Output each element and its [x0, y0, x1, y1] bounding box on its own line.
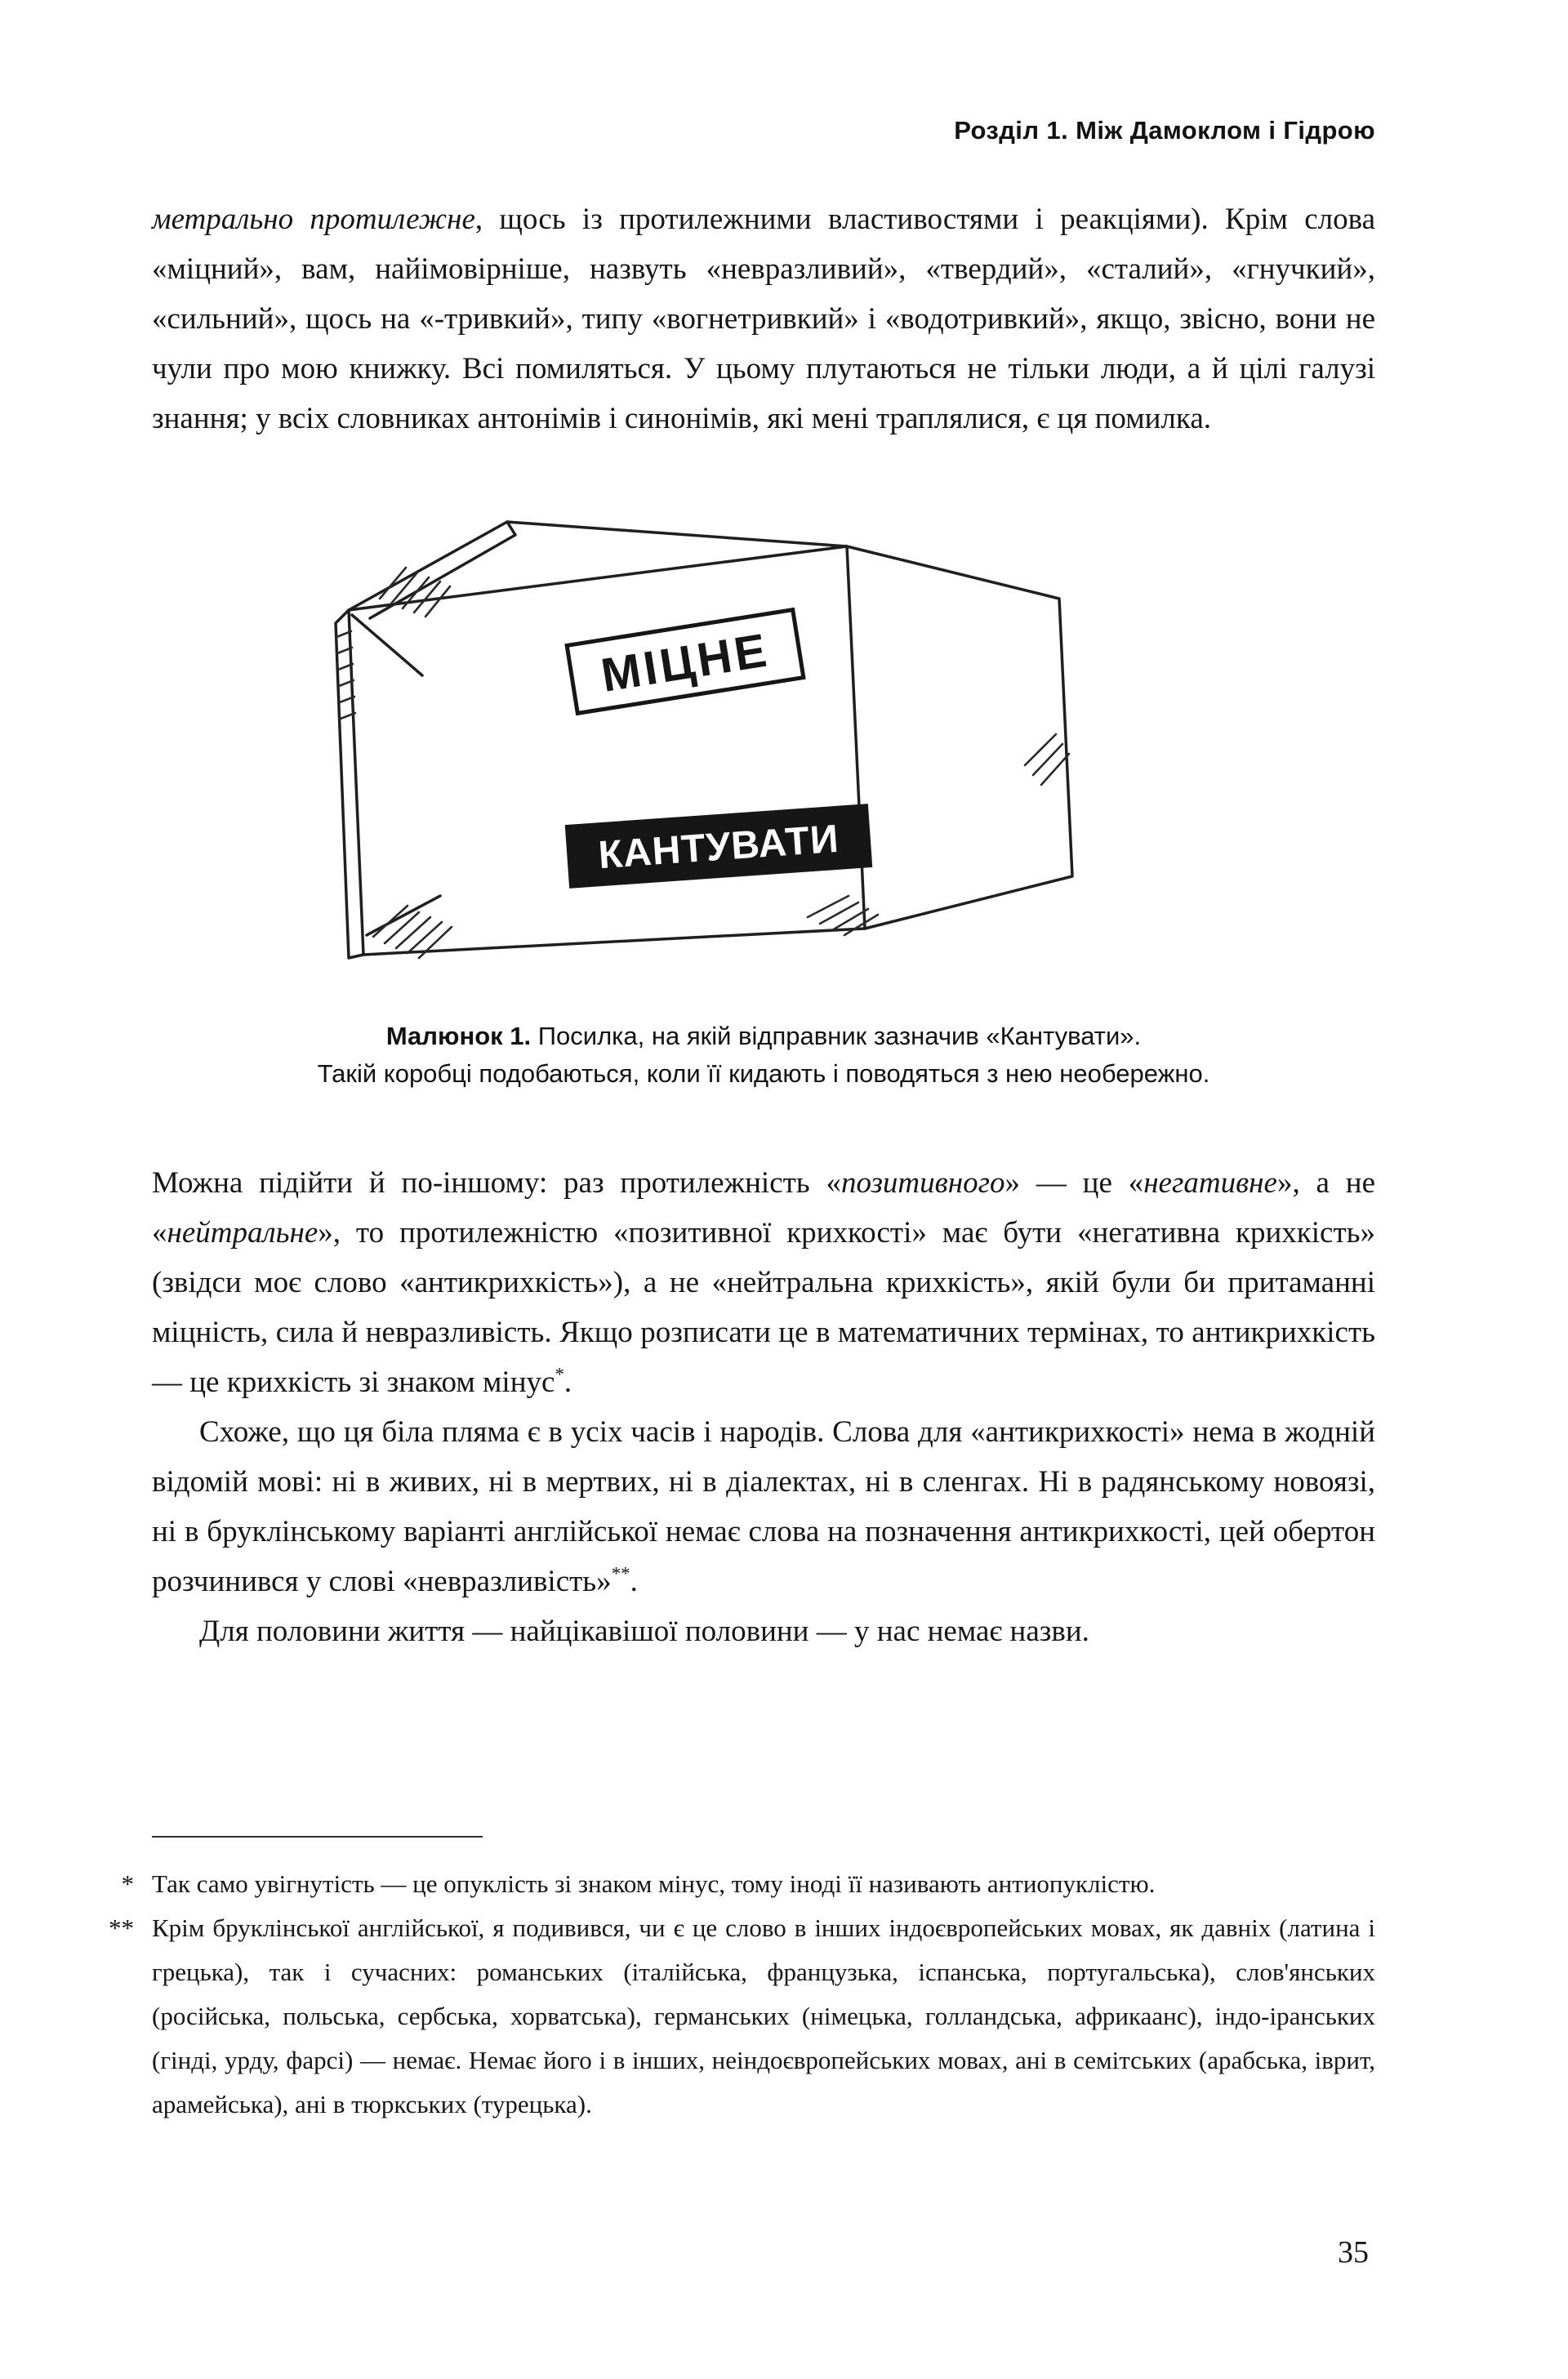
footnote-text-1: Так само увігнутість — це опуклість зі знаком мінус, тому іноді її називають антиопуклістю.	[152, 1869, 1156, 1898]
paragraph-opening	[152, 194, 1375, 443]
caption-label: Малюнок 1.	[385, 1022, 532, 1050]
running-head: Розділ 1. Між Дамоклом і Гідрою	[954, 116, 1375, 145]
figure-parcel	[152, 478, 1375, 1093]
italic-run: нейтральне	[167, 1216, 318, 1250]
parcel-side-face	[847, 546, 1072, 929]
parcel-crease-top-left	[352, 615, 422, 675]
text-run: .	[564, 1365, 572, 1399]
parcel-crease-bottom-left	[367, 896, 440, 935]
hatch-right-side	[1025, 734, 1069, 785]
footnote-marker-1: *	[121, 1869, 134, 1898]
text-run: Схоже, що ця біла пляма є в усіх часів і народів. Слова для «антикрихкості» нема в жодній відомій мові: ні в живих, ні в мертвих, ні в діалектах, ні в сленгах. Ні в радянському новоязі, ні в бруклінському варіанті англійської немає слова на позначення антикрихкості, цей обертон розчинився у слові «невразливість»	[152, 1415, 1375, 1598]
italic-run: метрально протилежне	[152, 203, 475, 236]
stamp-tumble-text: КАНТУВАТИ	[597, 817, 841, 878]
text-run: », а не «	[152, 1166, 1375, 1250]
footnote-rule	[152, 1836, 483, 1838]
footnote-2	[109, 1906, 1375, 2127]
parcel-drawing-wrap	[326, 478, 1110, 996]
text-run: , щось із протилежними властивостями і реакціями). Крім слова «міцний», вам, найімовірніше, назвуть «невразливий», «твердий», «сталий», «гнучкий», «сильний», щось на «-тривкий», типу «вогнетривкий» і «водотривкий», якщо, звісно, вони не чули про мою книжку. Всі помиляться. У цьому плутаються не тільки люди, а й цілі галузі знання; у всіх словниках антонімів і синонімів, які мені траплялися, є ця помилка.	[152, 203, 1375, 435]
footnote-1	[121, 1862, 1375, 1906]
package-illustration	[326, 478, 1110, 992]
italic-run: негативне	[1143, 1166, 1277, 1200]
stamp-fragile-label	[567, 610, 804, 714]
footnote-text-2: Крім бруклінської англійської, я подивився, чи є це слово в інших індоєвропейських мовах, як давніх (латина і грецька), так і сучасних: романських (італійська, французька, іспанська, португальська), слов'янських (російська, польська, сербська, хорватська), германських (німецька, голландська, африкаанс), індо-іранських (гінді, урду, фарсі) — немає. Немає його і в інших, неіндоєвропейських мовах, ані в семітських (арабська, іврит, арамейська), ані в тюркських (турецька).	[152, 1913, 1375, 2118]
stamp-fragile-text: МІЦНЕ	[597, 623, 773, 702]
caption-line-2: Такій коробці подобаються, коли її кидають і поводяться з нею необережно.	[317, 1059, 1210, 1088]
paragraph-4: Для половини життя — найцікавішої половини — у нас немає назви.	[199, 1615, 1089, 1648]
text-run: .	[630, 1565, 638, 1598]
text-run: » — це «	[1004, 1166, 1144, 1200]
parcel-top-flap	[349, 522, 847, 610]
paragraph-3	[152, 1407, 1375, 1606]
page-number: 35	[1338, 2235, 1369, 2270]
caption-text: Посилка, на якій відправник зазначив «Кантувати».	[537, 1022, 1142, 1050]
figure-caption	[318, 1018, 1210, 1093]
footnote-marker-2: **	[109, 1913, 134, 1942]
footnotes-block	[109, 1836, 1375, 2127]
stamp-tumble-label	[565, 804, 873, 889]
caption-line-1	[318, 1018, 1210, 1055]
text-run: », то протилежністю «позитивної крихкості» має бути «негативна крихкість» (звідси моє слово «антикрихкість»), а не «нейтральна крихкість», якій були би притаманні міцність, сила й невразливість. Якщо розписати це в математичних термінах, то антикрихкість — це крихкість зі знаком мінус	[152, 1216, 1375, 1399]
footnote-ref-1: *	[555, 1364, 564, 1385]
footnote-ref-2: **	[611, 1563, 630, 1584]
text-run: Можна підійти й по-іншому: раз протилежність «	[152, 1166, 841, 1200]
paragraph-2	[152, 1158, 1375, 1407]
italic-run: позитивного	[840, 1166, 1005, 1200]
parcel-front-face	[349, 546, 865, 955]
